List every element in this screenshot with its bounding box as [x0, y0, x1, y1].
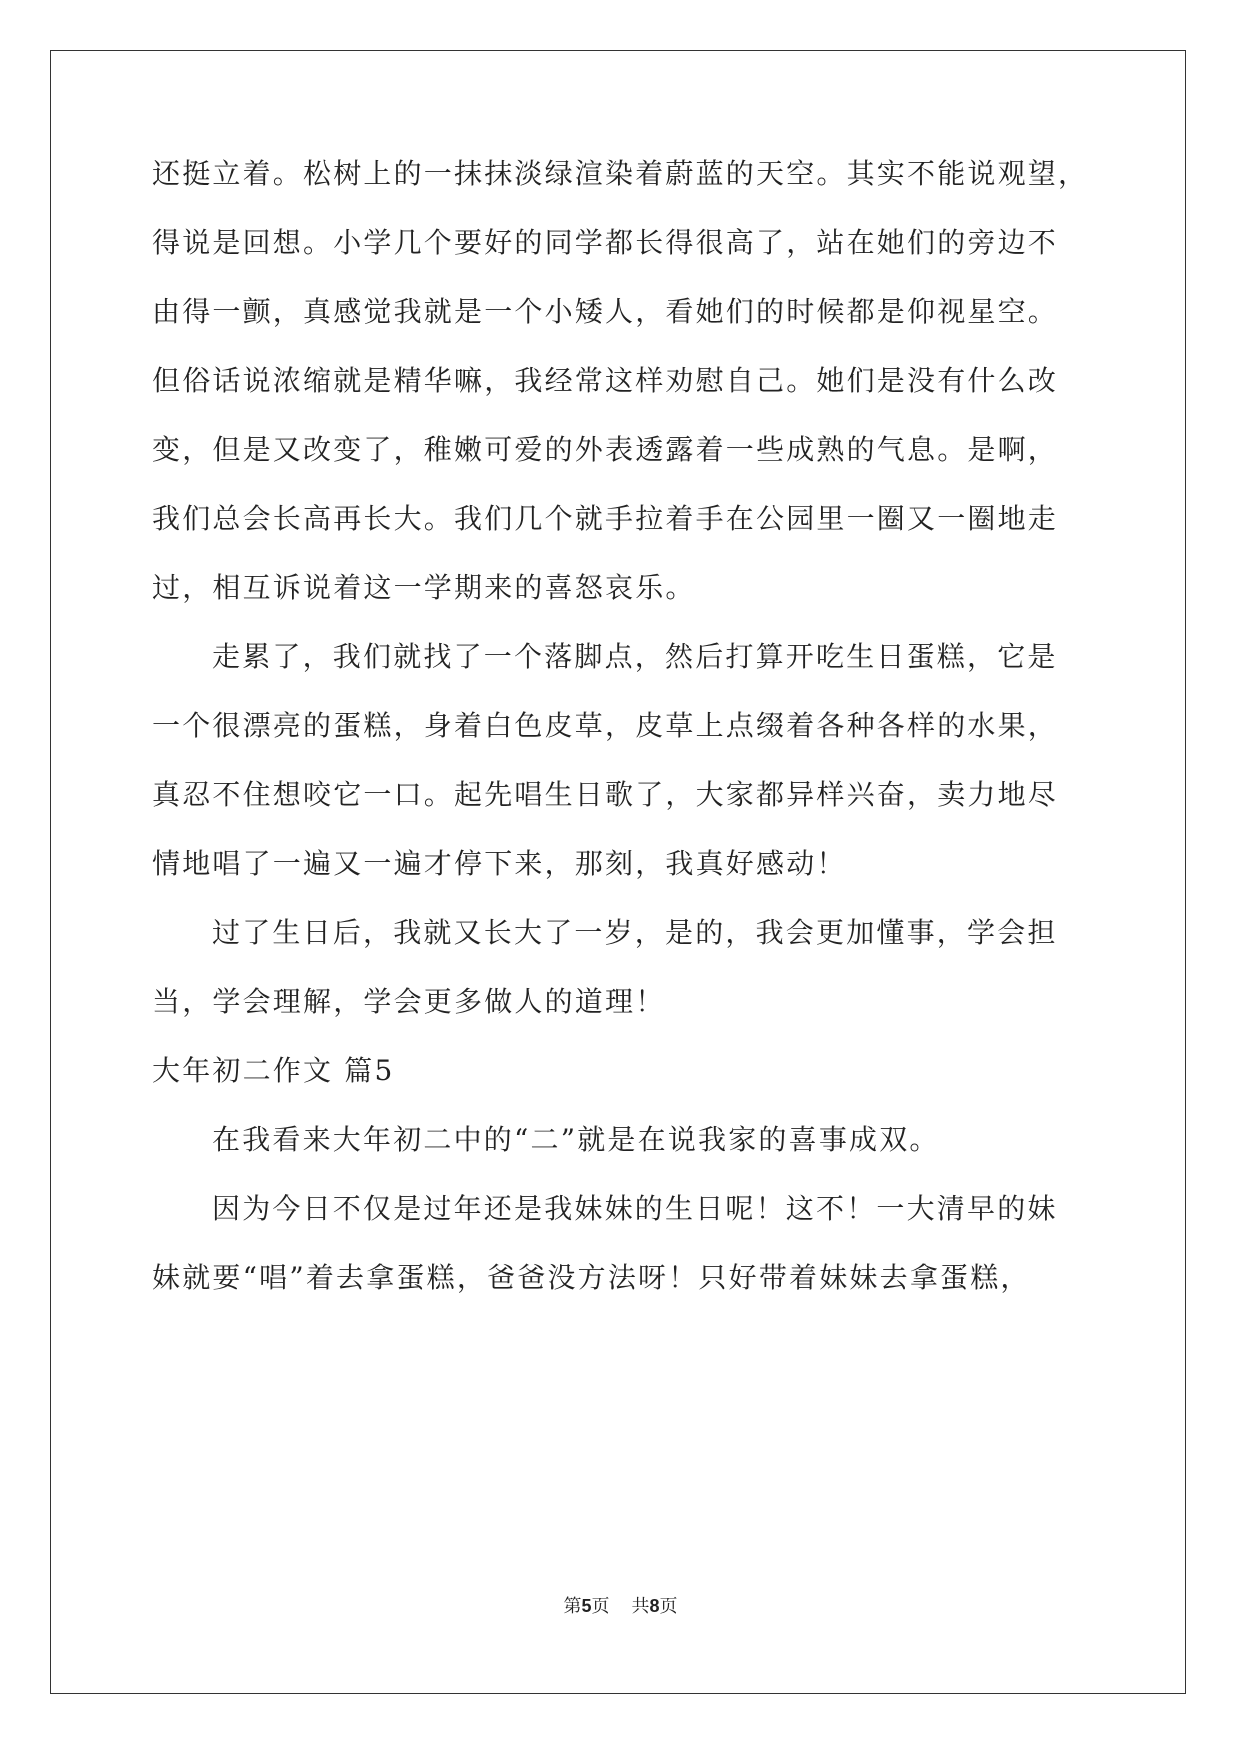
- section-heading: 大年初二作文 篇5: [152, 1054, 395, 1087]
- page-footer: [0, 1594, 1241, 1619]
- text-line: 走累了，我们就找了一个落脚点，然后打算开吃生日蛋糕，它是: [212, 640, 1058, 673]
- page-current: 5: [581, 1596, 592, 1616]
- text-line: 由得一颤，真感觉我就是一个小矮人，看她们的时候都是仰视星空。: [152, 295, 1059, 328]
- text-line: 但俗话说浓缩就是精华嘛，我经常这样劝慰自己。她们是没有什么改: [152, 364, 1059, 397]
- text-line: 过，相互诉说着这一学期来的喜怒哀乐。: [152, 571, 696, 604]
- total-prefix: 共: [631, 1596, 650, 1617]
- text-line: 当，学会理解，学会更多做人的道理！: [152, 985, 666, 1018]
- text-line: 得说是回想。小学几个要好的同学都长得很高了，站在她们的旁边不: [152, 226, 1059, 259]
- total-suffix: 页: [659, 1596, 678, 1617]
- text-line: 我们总会长高再长大。我们几个就手拉着手在公园里一圈又一圈地走: [152, 502, 1059, 535]
- text-line: 妹就要“唱”着去拿蛋糕，爸爸没方法呀！只好带着妹妹去拿蛋糕，: [152, 1261, 1031, 1294]
- page-total: 8: [649, 1596, 660, 1616]
- text-line: 在我看来大年初二中的“二”就是在说我家的喜事成双。: [212, 1123, 940, 1156]
- text-line: 变，但是又改变了，稚嫩可爱的外表透露着一些成熟的气息。是啊，: [152, 433, 1059, 466]
- text-line: 过了生日后，我就又长大了一岁，是的，我会更加懂事，学会担: [212, 916, 1058, 949]
- page-suffix: 页: [591, 1596, 610, 1617]
- text-line: 真忍不住想咬它一口。起先唱生日歌了，大家都异样兴奋，卖力地尽: [152, 778, 1059, 811]
- text-line: 因为今日不仅是过年还是我妹妹的生日呢！这不！一大清早的妹: [212, 1192, 1058, 1225]
- page-prefix: 第: [563, 1596, 582, 1617]
- text-line: 情地唱了一遍又一遍才停下来，那刻，我真好感动！: [152, 847, 847, 880]
- text-line: 一个很漂亮的蛋糕，身着白色皮草，皮草上点缀着各种各样的水果，: [152, 709, 1059, 742]
- text-line: 还挺立着。松树上的一抹抹淡绿渲染着蔚蓝的天空。其实不能说观望，: [152, 157, 1089, 190]
